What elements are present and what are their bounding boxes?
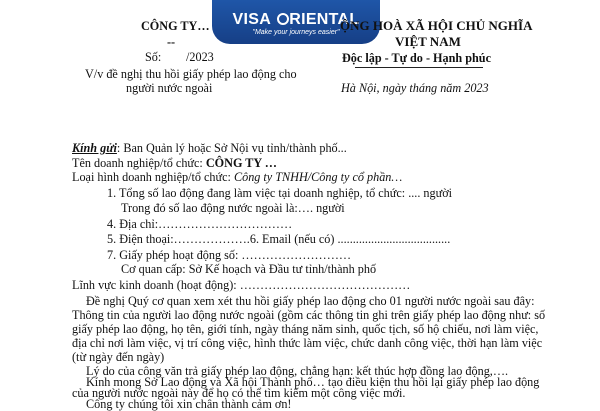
recipient-text: : Ban Quản lý hoặc Sở Nội vụ tỉnh/thành phố... [116,141,347,155]
type-line [72,170,402,184]
business-field: Lĩnh vực kinh doanh (hoạt động): …………………………………… [72,278,411,292]
company-line [72,156,277,170]
paragraph-1-line-4: địa chỉ nơi làm việc, vị trí công việc, hình thức làm việc, chức danh công việc, thời hạn làm việc [72,336,543,350]
document-number-label: Số: [145,50,162,64]
company-name: CÔNG TY… [141,19,210,33]
paragraph-1-line-3: giấy phép lao động, họ tên, giới tính, ngày tháng năm sinh, quốc tịch, số hộ chiếu, nơi làm việc, [72,322,539,336]
item-5: 5. Điện thoại:……………….6. Email (nếu có) ..................................... [107,232,451,246]
type-label: Loại hình doanh nghiệp/tổ chức: [72,170,234,184]
subject-line-2: người nước ngoài [126,81,213,95]
recipient-label: Kính gửi [72,141,117,155]
paragraph-3-line-1: Kính mong Sở Lao động và Xã hội Thành phố… tạo điều kiện thu hồi lại giấy phép lao động [86,375,540,389]
globe-icon [277,13,289,25]
subject-line-1: V/v đề nghị thu hồi giấy phép lao động cho [85,67,297,81]
motto-underline [355,67,483,68]
brand-tagline: "Make your journeys easier" [252,29,340,36]
closing-line: Công ty chúng tôi xin chân thành cảm ơn! [86,397,292,411]
motto-line-1: ỘNG HOÀ XÃ HỘI CHỦ NGHĨA [340,18,533,33]
company-label: Tên doanh nghiệp/tổ chức: [72,156,206,170]
brand-prefix: VISA [232,11,276,28]
paragraph-1-line-1: Đề nghị Quý cơ quan xem xét thu hồi giấy phép lao động cho 01 người nước ngoài sau đây: [86,294,535,308]
paragraph-3-line-2: của người nước ngoài này để họ có thể tìm kiếm một công việc mới. [72,386,406,400]
motto-line-2: VIỆT NAM [395,34,461,49]
item-1-sub: Trong đó số lao động nước ngoài là:…. người [121,201,345,215]
item-1: 1. Tổng số lao động đang làm việc tại doanh nghiệp, tổ chức: .... người [107,186,453,200]
document-date: Hà Nội, ngày tháng năm 2023 [341,81,489,95]
item-4: 4. Địa chỉ:…………………………… [107,217,293,231]
recipient-line [72,141,347,155]
paragraph-2: Lý do của công văn trả giấy phép lao động, chẳng hạn: kết thúc hợp đồng lao động,…. [86,364,509,378]
paragraph-1-line-5: (từ ngày đến ngày) [72,350,165,364]
type-value: Công ty TNHH/Công ty cổ phần… [233,170,403,184]
document-number-value: /2023 [186,50,214,64]
item-7: 7. Giấy phép hoạt động số: ……………………… [107,248,352,262]
brand-suffix: RIENTAL [289,11,360,28]
paragraph-1-line-2: Thông tin của người lao động nước ngoài (gồm các thông tin ghi trên giấy phép lao động như: số [72,308,546,322]
issuing-authority: Cơ quan cấp: Sở Kế hoạch và Đầu tư tỉnh/thành phố [121,262,377,276]
motto-line-3: Độc lập - Tự do - Hạnh phúc [342,51,491,65]
company-value: CÔNG TY … [205,156,277,170]
header-dashes: -- [167,35,176,49]
